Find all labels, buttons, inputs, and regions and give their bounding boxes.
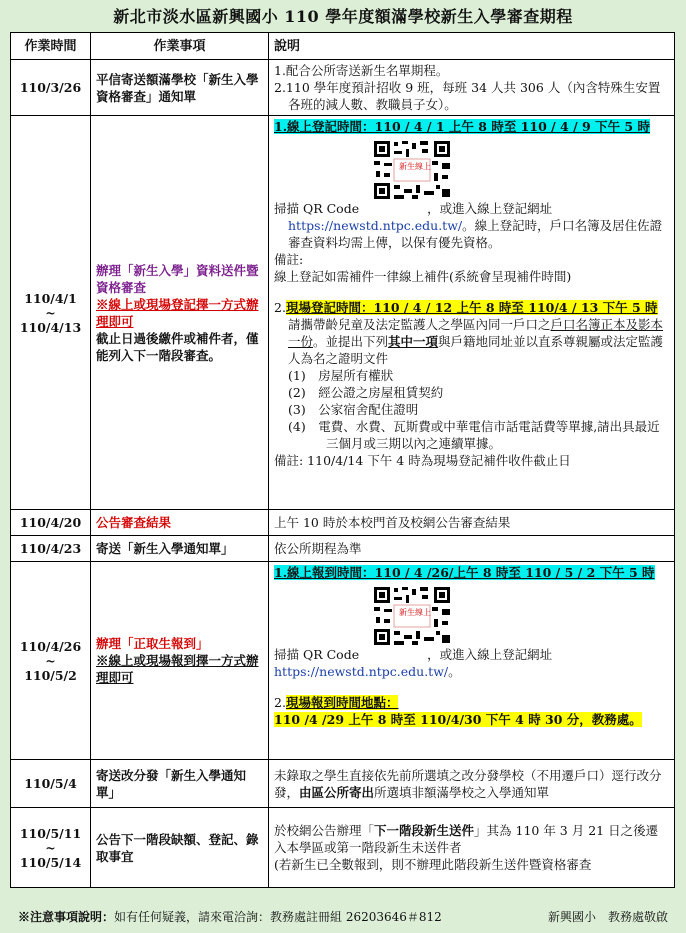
header-description: 說明 (269, 33, 675, 60)
row-date: 110/4/23 (11, 536, 91, 562)
note-label: 備註: (274, 252, 304, 267)
schedule-table (10, 32, 675, 888)
online-checkin-time: 1.線上報到時間：110 / 4 /26/上午 8 時至 110 / 5 / 2 下午 5 時 (274, 565, 655, 580)
list-item: (1) 房屋所有權狀 (288, 368, 394, 383)
date-from: 110/5/11 (19, 825, 82, 841)
date-to: 110/5/14 (19, 854, 82, 870)
onsite-description: 請攜帶齡兒童及法定監護人之學區內同一戶口之戶口名簿正本及影本一份。並提出下列其中一項與戶籍地同址並以直系尊親屬或法定監護人為名之證明文件 (288, 317, 664, 366)
url-after-text: 。 (448, 664, 461, 679)
date-from: 110/4/1 (24, 290, 77, 306)
scan-instruction (274, 646, 669, 663)
table-row (11, 562, 675, 760)
date-separator: ~ (45, 652, 56, 668)
qr-overlay-label: 新生線上 (399, 608, 431, 617)
row-date (11, 808, 91, 888)
task-method-note: ※線上或現場登記擇一方式辦理即可 (96, 296, 259, 329)
date-separator: ~ (45, 304, 56, 320)
date-from: 110/4/26 (19, 638, 82, 654)
scan-text: 掃描 QR Code (274, 647, 360, 662)
registration-url-link[interactable]: https://newstd.ntpc.edu.tw/ (288, 218, 463, 233)
row-date: 110/5/4 (11, 760, 91, 808)
date-to: 110/5/2 (24, 667, 77, 683)
onsite-checkin-time: 110 /4 /29 上午 8 時至 110/4/30 下午 4 時 30 分，教務處。 (274, 712, 642, 727)
list-item: (3) 公家宿舍配住證明 (288, 402, 419, 417)
header-date: 作業時間 (11, 33, 91, 60)
task-method-note: ※線上或現場報到擇一方式辦理即可 (96, 653, 259, 685)
onsite-registration-time: 現場登記時間：110 / 4 / 12 上午 8 時至 110/4 / 13 下午 5 時 (285, 300, 658, 315)
page-title: 新北市淡水區新興國小 110 學年度額滿學校新生入學審查期程 (113, 7, 573, 26)
table-row (11, 808, 675, 888)
onsite-checkin-heading: 現場報到時間地點： (285, 695, 399, 710)
row-description: 上午 10 時於本校門首及校網公告審查結果 (269, 510, 675, 536)
task-title: 辦理「正取生報到」 (96, 636, 209, 651)
scan-instruction (274, 200, 669, 217)
row-date: 110/3/26 (11, 60, 91, 116)
task-deadline-note: 截止日過後繳件或補件者，僅能列入下一階段審查。 (96, 330, 259, 363)
row-task: 平信寄送額滿學校「新生入學資格審查」通知單 (91, 60, 269, 116)
row-task: 公告下一階段缺額、登記、錄取事宜 (91, 808, 269, 888)
onsite-number: 2. (274, 695, 286, 710)
desc-line: 2.110 學年度預計招收 9 班，每班 34 人共 306 人（內含特殊生安置各班的減人數、教職員子女）。 (274, 80, 661, 112)
header-task: 作業事項 (91, 33, 269, 60)
table-row (11, 60, 675, 116)
row-description: 未錄取之學生直接依先前所選填之改分發學校（不用遷戶口）逕行改分發，由區公所寄出所選填非額滿學校之入學通知單 (269, 760, 675, 808)
table-row (11, 536, 675, 562)
note-text: 線上登記如需補件一律線上補件(系統會呈現補件時間) (274, 269, 572, 284)
table-row (11, 116, 675, 510)
desc-line: 1.配合公所寄送新生名單期程。 (274, 63, 449, 78)
date-separator: ~ (45, 839, 56, 855)
row-task: 公告審查結果 (91, 510, 269, 536)
date-to: 110/4/13 (19, 319, 82, 335)
row-date: 110/4/20 (11, 510, 91, 536)
footer-signature: 新興國小 教務處敬啟 (547, 910, 668, 924)
scan-after-text: ，或進入線上登記網址 (427, 201, 553, 216)
checkin-url-link[interactable]: https://newstd.ntpc.edu.tw/ (274, 664, 449, 679)
row-description: 於校網公告辦理「下一階段新生送件」其為 110 年 3 月 21 日之後遷入本學區或第一階段新生未送件者 (若新生已全數報到，則不辦理此階段新生送件暨資格審查 (269, 808, 675, 888)
row-description (269, 116, 675, 510)
row-task: 寄送「新生入學通知單」 (91, 536, 269, 562)
qr-overlay-label: 新生線上 (399, 162, 431, 171)
scan-text: 掃描 QR Code (274, 201, 360, 216)
row-task: 寄送改分發「新生入學通知單」 (91, 760, 269, 808)
row-task (91, 116, 269, 510)
url-after-text: 。線上登記時，戶口名簿及居住佐證審查資料均需上傳，以保有優先資格。 (288, 218, 663, 250)
onsite-note: 備註: 110/4/14 下午 4 時為現場登記補件收件截止日 (274, 453, 571, 468)
row-date (11, 562, 91, 760)
document-list (274, 367, 669, 452)
online-registration-time: 1.線上登記時間：110 / 4 / 1 上午 8 時至 110 / 4 / 9 下午 5 時 (274, 119, 650, 134)
table-header-row (11, 33, 675, 60)
footer-note-text: 如有任何疑義，請來電洽詢：教務處註冊組 26203646＃812 (114, 910, 442, 924)
list-item: (4) 電費、水費、瓦斯費或中華電信市話電話費等單據,請出具最近三個月或三期以內之連續單據。 (288, 419, 660, 451)
task-title: 辦理「新生入學」資料送件暨資格審查 (96, 262, 259, 295)
footer-note-label: ※注意事項說明： (18, 910, 115, 924)
row-task (91, 562, 269, 760)
onsite-number: 2. (274, 300, 286, 315)
table-row (11, 760, 675, 808)
row-date (11, 116, 91, 510)
list-item: (2) 經公證之房屋租賃契約 (288, 385, 444, 400)
registration-url-line (274, 217, 669, 251)
checkin-url-line (274, 663, 669, 680)
scan-after-text: ，或進入線上登記網址 (427, 647, 553, 662)
row-description: 依公所期程為準 (269, 536, 675, 562)
row-description (269, 60, 675, 116)
row-description (269, 562, 675, 760)
table-row (11, 510, 675, 536)
